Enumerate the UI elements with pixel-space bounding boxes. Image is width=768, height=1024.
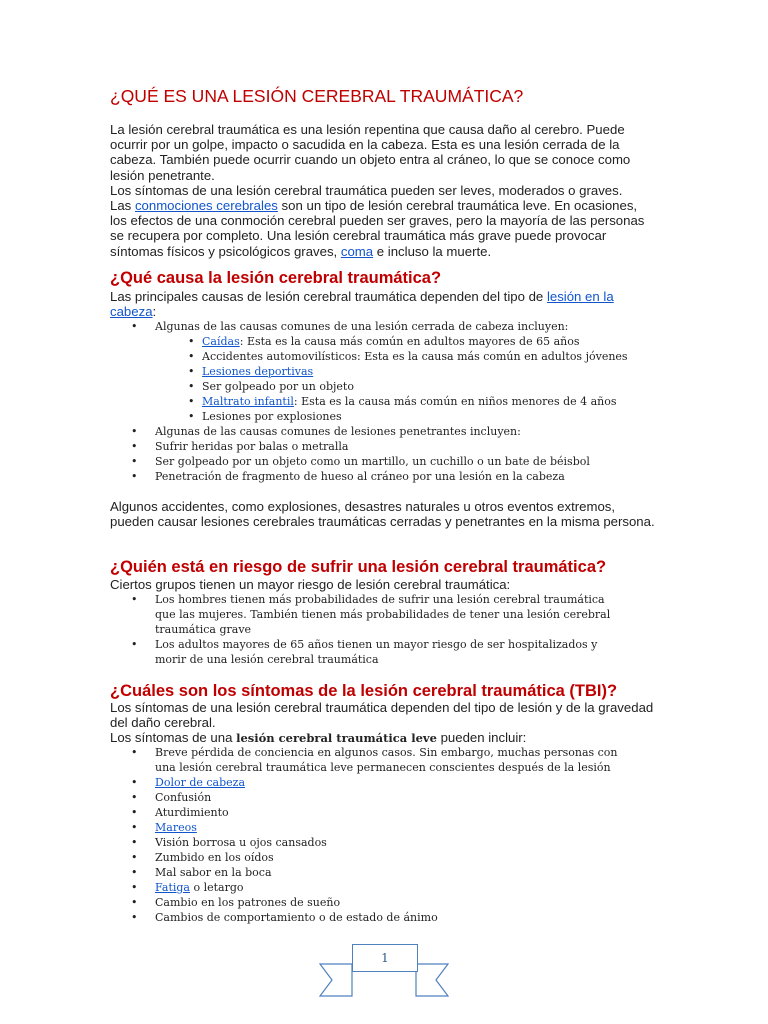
list-item — [110, 439, 625, 454]
item-text: o letargo — [189, 881, 244, 894]
list-item — [110, 865, 625, 880]
list-item — [110, 880, 625, 895]
list-item — [110, 334, 642, 349]
item-text: Visión borrosa u ojos cansados — [155, 836, 327, 849]
list-item — [110, 820, 625, 835]
list-item — [110, 850, 625, 865]
symptoms-lead-text: Los síntomas de una lesión cerebral traumática dependen del tipo de lesión y de la gravedad del daño cerebral. — [110, 700, 654, 731]
intro-p3-mid: son un tipo de lesión cerebral traumática leve. En ocasiones, los efectos de una conmoción cerebral pueden ser graves, pero la mayoría de las personas se recupera por completo. Una lesión cerebral traumática más grave puede provocar síntomas físicos y psicológicos graves, — [110, 198, 645, 259]
item-text: Aturdimiento — [155, 806, 229, 819]
intro-p3-post: e incluso la muerte. — [373, 243, 492, 259]
item-text: Accidentes automovilísticos: Esta es la causa más común en adultos jóvenes — [202, 350, 628, 363]
intro-p1: La lesión cerebral traumática es una lesión repentina que causa daño al cerebro. Puede ocurrir por un golpe, impacto o sacudida en la cabeza. Esta es una lesión cerrada de la cabeza. También puede ocurrir cuando un objeto entra al cráneo, lo que se conoce como lesión penetrante. — [110, 122, 631, 183]
list-item — [110, 775, 625, 790]
item-text: Los adultos mayores de 65 años tienen un mayor riesgo de ser hospitalizados y morir de una lesión cerebral traumática — [155, 638, 598, 666]
list-item — [110, 910, 625, 925]
page-number: 1 — [352, 944, 418, 972]
list-item — [110, 364, 642, 379]
symptoms-lead2-pre: Los síntomas de una — [110, 730, 237, 746]
item-text: Confusión — [155, 791, 212, 804]
item-text: Penetración de fragmento de hueso al cráneo por una lesión en la cabeza — [155, 470, 565, 483]
link-caidas[interactable]: Caídas — [202, 335, 240, 348]
causes-lead-post: : — [152, 304, 157, 320]
risk-list — [110, 592, 625, 667]
link-dolor-cabeza[interactable]: Dolor de cabeza — [155, 776, 246, 789]
link-mareos[interactable]: Mareos — [155, 821, 197, 834]
intro-p2: Los síntomas de una lesión cerebral traumática pueden ser leves, moderados o graves. — [110, 182, 623, 198]
link-fatiga[interactable]: Fatiga — [155, 881, 190, 894]
intro-p3-pre: Las — [110, 198, 135, 214]
item-text: Zumbido en los oídos — [155, 851, 274, 864]
item-text: Mal sabor en la boca — [155, 866, 272, 879]
item-text: Los hombres tienen más probabilidades de sufrir una lesión cerebral traumática que las mujeres. También tienen más probabilidades de tener una lesión cerebral traumática grave — [155, 593, 611, 636]
list-item — [110, 592, 625, 637]
list-item — [110, 409, 642, 424]
causes-lead-pre: Las principales causas de lesión cerebral traumática dependen del tipo de — [110, 289, 547, 304]
link-maltrato-infantil[interactable]: Maltrato infantil — [202, 395, 294, 408]
item-text: Lesiones por explosiones — [202, 410, 342, 423]
risk-heading: ¿Quién está en riesgo de sufrir una lesión cerebral traumática? — [110, 558, 607, 576]
symptoms-lead — [110, 700, 655, 747]
list-item — [110, 835, 625, 850]
list-item — [110, 790, 625, 805]
list-item — [110, 379, 642, 394]
causes-heading: ¿Qué causa la lesión cerebral traumática? — [110, 269, 442, 287]
item-text: Algunas de las causas comunes de lesiones penetrantes incluyen: — [155, 425, 521, 438]
causes-closing: Algunos accidentes, como explosiones, desastres naturales u otros eventos extremos, pueden causar lesiones cerebrales traumáticas cerradas y penetrantes en la misma persona. — [110, 499, 655, 530]
list-item — [110, 319, 625, 334]
item-text: Cambio en los patrones de sueño — [155, 896, 341, 909]
item-text: Ser golpeado por un objeto — [202, 380, 354, 393]
list-item — [110, 424, 625, 439]
intro-paragraph — [110, 122, 655, 259]
symptoms-heading: ¿Cuáles son los síntomas de la lesión cerebral traumática (TBI)? — [110, 682, 618, 700]
link-conmociones[interactable]: conmociones cerebrales — [134, 198, 278, 214]
list-item — [110, 454, 625, 469]
item-text: Ser golpeado por un objeto como un martillo, un cuchillo o un bate de béisbol — [155, 455, 590, 468]
link-lesion-cabeza[interactable]: lesión en la cabeza — [110, 289, 614, 320]
item-text: Sufrir heridas por balas o metralla — [155, 440, 349, 453]
item-text: Cambios de comportamiento o de estado de ánimo — [155, 911, 438, 924]
item-text: : Esta es la causa más común en niños menores de 4 años — [293, 395, 617, 408]
link-lesiones-deportivas[interactable]: Lesiones deportivas — [202, 365, 314, 378]
list-item — [110, 394, 642, 409]
causes-list — [110, 319, 642, 484]
list-item — [110, 895, 625, 910]
risk-lead: Ciertos grupos tienen un mayor riesgo de lesión cerebral traumática: — [110, 577, 511, 592]
symptoms-list — [110, 745, 625, 925]
link-coma[interactable]: coma — [340, 243, 374, 259]
symptoms-lead2-post: pueden incluir: — [436, 730, 527, 746]
closed-intro: Algunas de las causas comunes de una lesión cerrada de cabeza incluyen: — [155, 320, 569, 333]
list-item — [110, 349, 642, 364]
item-text: Breve pérdida de conciencia en algunos casos. Sin embargo, muchas personas con una lesión cerebral traumática leve permanecen conscientes después de la lesión — [155, 746, 618, 774]
symptoms-lead2-bold: lesión cerebral traumática leve — [236, 731, 437, 746]
item-text: : Esta es la causa más común en adultos mayores de 65 años — [239, 335, 580, 348]
list-item — [110, 637, 625, 667]
page-title: ¿QUÉ ES UNA LESIÓN CEREBRAL TRAUMÁTICA? — [110, 86, 524, 106]
list-item — [110, 469, 625, 484]
list-item — [110, 805, 625, 820]
causes-lead — [110, 289, 655, 319]
list-item — [110, 745, 625, 775]
